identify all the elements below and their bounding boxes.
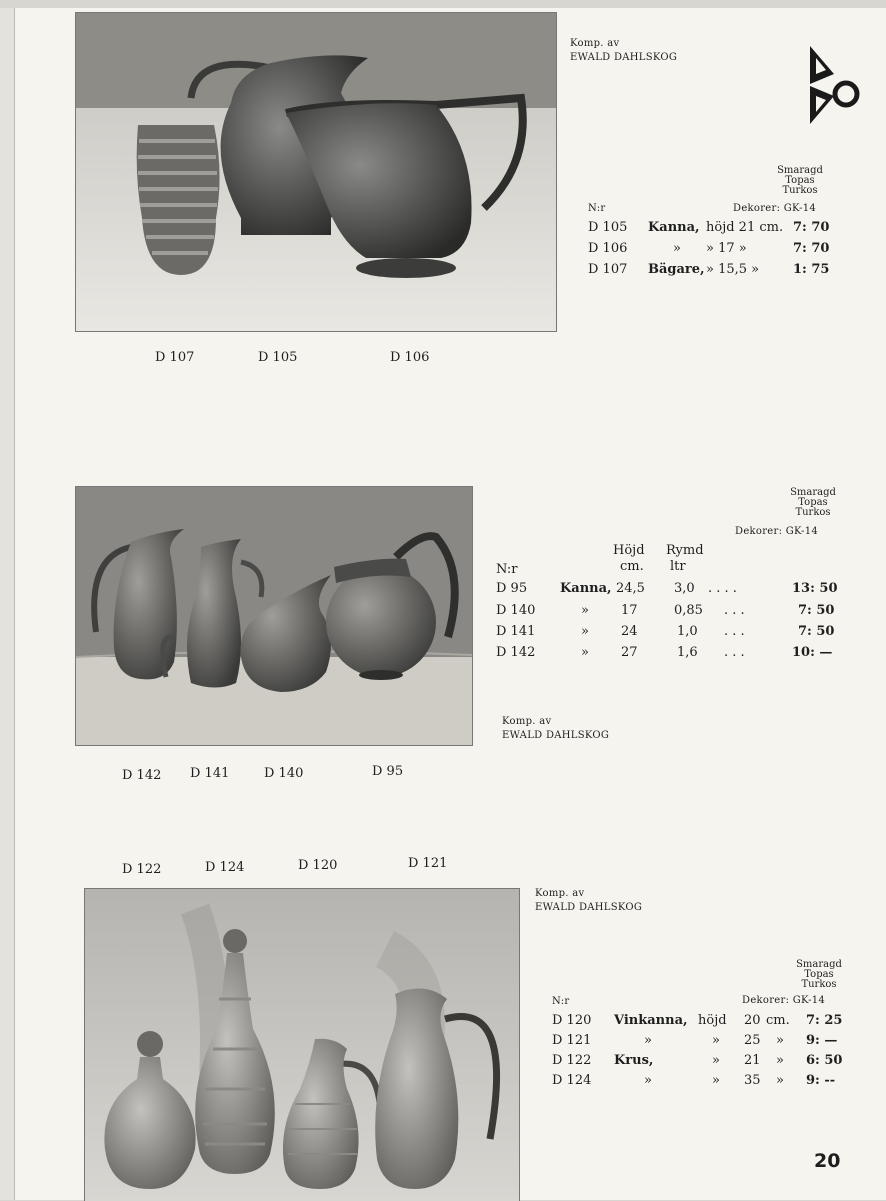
row-hojd: » <box>712 1033 720 1048</box>
row-nr: D 107 <box>588 262 628 277</box>
row-dots: . . . <box>724 603 745 618</box>
decor-color-1: Smaragd <box>790 487 836 498</box>
decor-label-text: Dekorer: <box>742 995 790 1006</box>
row-name: » <box>644 1073 652 1088</box>
row-price: 13: 50 <box>792 581 838 596</box>
caption-d107: D 107 <box>155 350 195 365</box>
decor-code: GK-14 <box>792 995 826 1006</box>
caption-d120: D 120 <box>298 858 338 873</box>
pottery-photo-2 <box>76 487 472 745</box>
composer-prefix-2: Komp. av <box>502 716 552 727</box>
row-rymd: 1,0 <box>677 624 698 639</box>
row-nr: D 124 <box>552 1073 592 1088</box>
row-nr: D 142 <box>496 645 536 660</box>
decor-code: GK-14 <box>783 203 817 214</box>
table-row <box>552 1073 852 1091</box>
page-edge-tab <box>0 8 14 1200</box>
caption-d124: D 124 <box>205 860 245 875</box>
composer-name-3: EWALD DAHLSKOG <box>535 902 643 913</box>
row-nr: D 140 <box>496 603 536 618</box>
row-nr: D 120 <box>552 1013 592 1028</box>
row-nr: D 105 <box>588 220 628 235</box>
col-unit-hojd: cm. <box>620 559 644 574</box>
row-price: 6: 50 <box>806 1053 843 1068</box>
decor-color-1: Smaragd <box>777 165 823 176</box>
row-hojd: 17 <box>621 603 638 618</box>
caption-d106: D 106 <box>390 350 430 365</box>
row-dots: . . . <box>724 645 745 660</box>
row-name: » <box>644 1033 652 1048</box>
nr-header-2: N:r <box>496 562 518 577</box>
row-hojd: » <box>712 1053 720 1068</box>
table-row <box>552 1033 852 1051</box>
caption-d105: D 105 <box>258 350 298 365</box>
decor-label-3 <box>742 995 825 1007</box>
row-value: 20 <box>744 1013 761 1028</box>
caption-d121: D 121 <box>408 856 448 871</box>
row-value: 21 <box>744 1053 761 1068</box>
pottery-photo-3 <box>85 889 519 1201</box>
row-name: Krus, <box>614 1053 654 1068</box>
table-row <box>552 1013 852 1031</box>
row-rymd: 0,85 <box>674 603 703 618</box>
decor-color-3: Turkos <box>782 185 818 196</box>
caption-d95: D 95 <box>372 764 404 779</box>
row-nr: D 122 <box>552 1053 592 1068</box>
row-name: » <box>581 624 589 639</box>
row-nr: D 106 <box>588 241 628 256</box>
row-hojd: » <box>712 1073 720 1088</box>
row-price: 7: 50 <box>798 603 835 618</box>
decor-color-2: Topas <box>804 969 834 980</box>
row-name: » <box>673 241 681 256</box>
row-price: 10: — <box>792 645 833 660</box>
pottery-photo-1 <box>76 13 556 331</box>
row-name: » <box>581 645 589 660</box>
row-rymd: 3,0 <box>674 581 695 596</box>
table-row <box>496 645 846 663</box>
row-nr: D 141 <box>496 624 536 639</box>
row-nr: D 95 <box>496 581 528 596</box>
table-row <box>552 1053 852 1071</box>
table-row <box>496 581 846 599</box>
row-price: 9: -- <box>806 1073 836 1088</box>
row-price: 7: 70 <box>793 241 830 256</box>
nr-header-1: N:r <box>588 203 606 214</box>
row-hojd: 24,5 <box>616 581 645 596</box>
decor-color-2: Topas <box>785 175 815 186</box>
row-spec: » 15,5 » <box>706 262 760 277</box>
row-price: 1: 75 <box>793 262 830 277</box>
decor-color-1: Smaragd <box>796 959 842 970</box>
decor-color-3: Turkos <box>801 979 837 990</box>
row-unit: » <box>776 1053 784 1068</box>
nr-header-3: N:r <box>552 996 570 1007</box>
decor-label-text: Dekorer: <box>735 526 783 537</box>
col-unit-rymd: ltr <box>670 559 686 574</box>
row-hojd: 27 <box>621 645 638 660</box>
col-header-hojd: Höjd <box>613 543 645 558</box>
photo-d105-d107 <box>75 12 557 332</box>
table-row <box>496 624 846 642</box>
row-unit: » <box>776 1073 784 1088</box>
caption-d122: D 122 <box>122 862 162 877</box>
decor-list-3 <box>786 960 852 990</box>
decor-label-1 <box>733 203 816 215</box>
row-price: 7: 50 <box>798 624 835 639</box>
decor-list-1 <box>760 166 840 196</box>
row-name: Vinkanna, <box>614 1013 688 1028</box>
row-price: 7: 70 <box>793 220 830 235</box>
row-dots: . . . <box>724 624 745 639</box>
decor-label-2 <box>735 526 818 538</box>
caption-d140: D 140 <box>264 766 304 781</box>
composer-name-1: EWALD DAHLSKOG <box>570 52 678 63</box>
caption-d141: D 141 <box>190 766 230 781</box>
row-hojd: höjd <box>698 1013 727 1028</box>
row-name: Kanna, <box>648 220 700 235</box>
decor-color-2: Topas <box>798 497 828 508</box>
row-price: 9: — <box>806 1033 838 1048</box>
row-dots: . . . . <box>708 581 737 596</box>
row-rymd: 1,6 <box>677 645 698 660</box>
row-name: Kanna, <box>560 581 612 596</box>
table-row <box>496 603 846 621</box>
composer-prefix-3: Komp. av <box>535 888 585 899</box>
row-unit: cm. <box>766 1013 790 1028</box>
composer-prefix-1: Komp. av <box>570 38 620 49</box>
caption-d142: D 142 <box>122 768 162 783</box>
row-unit: » <box>776 1033 784 1048</box>
row-value: 25 <box>744 1033 761 1048</box>
col-header-rymd: Rymd <box>666 543 704 558</box>
decor-label-text: Dekorer: <box>733 203 781 214</box>
row-spec: » 17 » <box>706 241 747 256</box>
decor-code: GK-14 <box>785 526 819 537</box>
row-hojd: 24 <box>621 624 638 639</box>
row-price: 7: 25 <box>806 1013 843 1028</box>
row-spec: höjd 21 cm. <box>706 220 784 235</box>
bo-logo-icon <box>806 44 862 126</box>
row-name: Bägare, <box>648 262 705 277</box>
decor-list-2 <box>780 488 846 518</box>
row-name: » <box>581 603 589 618</box>
photo-d95-d142 <box>75 486 473 746</box>
composer-name-2: EWALD DAHLSKOG <box>502 730 610 741</box>
page-number: 20 <box>814 1150 841 1172</box>
photo-d120-d124 <box>84 888 520 1201</box>
decor-color-3: Turkos <box>795 507 831 518</box>
row-value: 35 <box>744 1073 761 1088</box>
row-nr: D 121 <box>552 1033 592 1048</box>
